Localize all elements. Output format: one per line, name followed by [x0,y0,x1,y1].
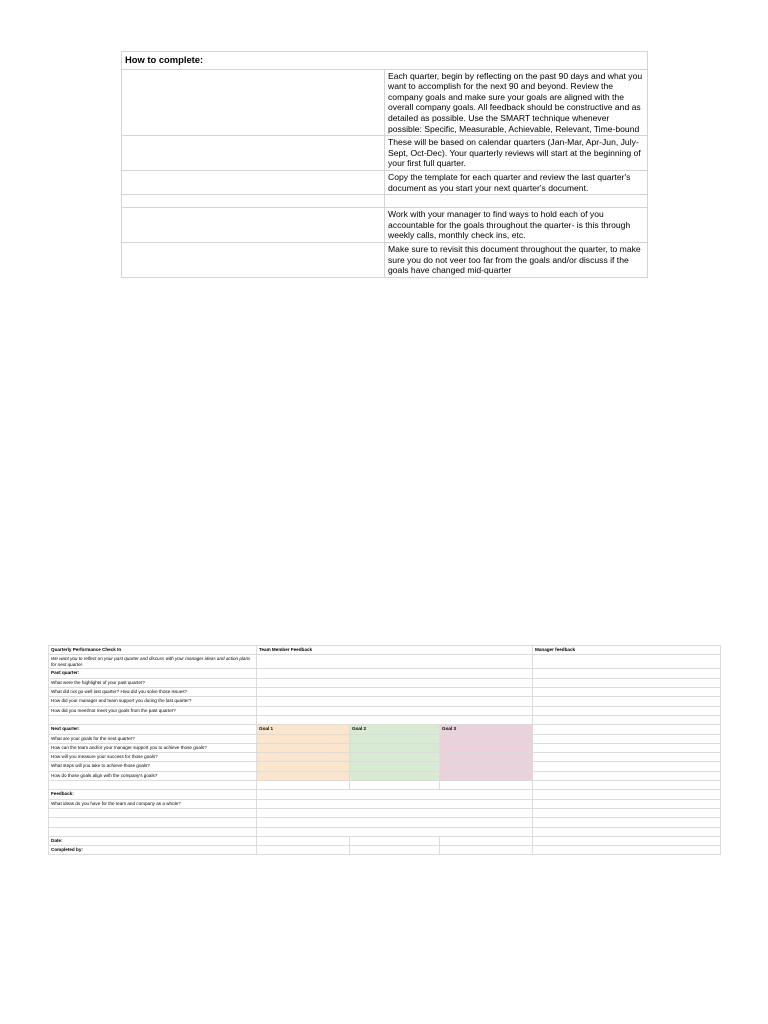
manager-feedback-cell[interactable] [533,743,721,752]
blank-cell [533,781,721,790]
question-row [49,697,721,706]
question-label: How did you meet/not meet your goals from the past quarter? [49,706,257,715]
question-label: How do those goals align with the company's goals? [49,771,257,780]
manager-feedback-cell[interactable] [533,762,721,771]
team-feedback-cell[interactable] [257,827,533,836]
blank-cell [49,808,257,817]
instruction-row [122,242,648,277]
blank-cell [49,781,257,790]
instruction-side-cell [122,195,385,208]
question-label: What did not go well last quarter? How did you solve those issues? [49,688,257,697]
question-label: What ideas do you have for the team and company as a whole? [49,799,257,808]
goal-2-cell[interactable] [350,734,440,743]
question-row [49,734,721,743]
instruction-row [122,170,648,194]
question-row [49,771,721,780]
question-label: What steps will you take to achieve those goals? [49,762,257,771]
completed-cell[interactable] [350,846,440,855]
question-row [49,762,721,771]
team-feedback-cell[interactable] [257,688,533,697]
blank-cell [350,781,440,790]
instruction-text: Make sure to revisit this document throughout the quarter, to make sure you do not veer too far from the goals and/or discuss if the goals have changed mid-quarter [385,242,648,277]
blank-row [49,715,721,724]
manager-feedback-cell[interactable] [533,706,721,715]
question-label: How did your manager and team support you during the last quarter? [49,697,257,706]
next-quarter-row [49,725,721,734]
question-row [49,688,721,697]
question-row [49,743,721,752]
team-feedback-cell[interactable] [257,818,533,827]
goal-1-cell[interactable] [257,753,350,762]
blank-cell [257,781,350,790]
sheet-title: Quarterly Performance Check In [49,646,257,655]
manager-feedback-cell[interactable] [533,771,721,780]
instruction-side-cell [122,242,385,277]
check-in-sheet [48,645,721,855]
completed-cell[interactable] [257,846,350,855]
question-row [49,799,721,808]
manager-feedback-cell[interactable] [533,808,721,817]
goal-3-header: Goal 3 [440,725,533,734]
manager-feedback-header: Manager feedback [533,646,721,655]
instruction-text: Each quarter, begin by reflecting on the past 90 days and what you want to accomplish for the next 90 and beyond. Review the company goals and make sure your goals are aligned with the overall company goals. All feedback should be constructive and as detailed as possible. Use the SMART technique whenever possible: Specific, Measurable, Achievable, Relevant, Time-bound [385,69,648,136]
question-row [49,753,721,762]
blank-row [49,818,721,827]
question-row [49,706,721,715]
blank-cell [257,715,533,724]
goal-2-cell[interactable] [350,743,440,752]
blank-cell [49,827,257,836]
date-row [49,836,721,845]
feedback-row [49,790,721,799]
past-quarter-label: Past quarter: [49,669,257,678]
instructions-table [121,51,648,278]
manager-feedback-cell[interactable] [533,753,721,762]
date-label: Date: [49,836,257,845]
completed-cell[interactable] [440,846,533,855]
question-label: What are your goals for the next quarter? [49,734,257,743]
instruction-side-cell [122,170,385,194]
instruction-row [122,195,648,208]
team-feedback-header: Team Member Feedback [257,646,533,655]
goal-3-cell[interactable] [440,734,533,743]
question-label: How will you measure your success for those goals? [49,753,257,762]
blank-cell [49,818,257,827]
instruction-side-cell [122,208,385,243]
instruction-text: These will be based on calendar quarters (Jan-Mar, Apr-Jun, July-Sept, Oct-Dec). Your quarterly reviews will start at the beginning of your first full quarter. [385,136,648,171]
manager-feedback-cell[interactable] [533,669,721,678]
manager-feedback-cell[interactable] [533,697,721,706]
manager-feedback-cell[interactable] [533,827,721,836]
manager-feedback-cell[interactable] [533,678,721,687]
goal-1-cell[interactable] [257,762,350,771]
team-feedback-cell[interactable] [257,808,533,817]
instruction-text: Work with your manager to find ways to hold each of you accountable for the goals throughout the quarter- is this through weekly calls, monthly check ins, etc. [385,208,648,243]
goal-2-cell[interactable] [350,753,440,762]
goal-3-cell[interactable] [440,743,533,752]
date-cell[interactable] [257,836,350,845]
blank-row [49,808,721,817]
goal-1-cell[interactable] [257,743,350,752]
manager-feedback-cell[interactable] [533,790,721,799]
blank-cell [533,715,721,724]
team-feedback-cell[interactable] [257,655,533,669]
manager-feedback-cell[interactable] [533,818,721,827]
instructions-title: How to complete: [122,52,648,70]
instruction-text: Copy the template for each quarter and review the last quarter's document as you start your next quarter's document. [385,170,648,194]
instruction-side-cell [122,69,385,136]
blank-cell [440,781,533,790]
blank-cell [49,715,257,724]
goal-3-cell[interactable] [440,771,533,780]
team-feedback-cell[interactable] [257,799,533,808]
instruction-text [385,195,648,208]
completed-row [49,846,721,855]
completed-label: Completed by: [49,846,257,855]
manager-feedback-cell[interactable] [533,688,721,697]
question-row [49,678,721,687]
goal-3-cell[interactable] [440,762,533,771]
completed-cell[interactable] [533,846,721,855]
sheet-intro-row [49,655,721,669]
date-cell[interactable] [533,836,721,845]
sheet-intro: We want you to reflect on your past quarter and discuss with your manager ideas and action plans for next quarter. [49,655,257,669]
instruction-row [122,136,648,171]
next-quarter-label: Next quarter: [49,725,257,734]
past-quarter-row [49,669,721,678]
goal-2-header: Goal 2 [350,725,440,734]
manager-feedback-cell[interactable] [533,799,721,808]
manager-feedback-cell[interactable] [533,655,721,669]
question-label: How can the team and/or your manager support you to achieve those goals? [49,743,257,752]
instruction-row [122,69,648,136]
sheet-header-row [49,646,721,655]
question-label: What were the highlights of your past quarter? [49,678,257,687]
date-cell[interactable] [440,836,533,845]
blank-row [49,781,721,790]
goal-3-cell[interactable] [440,753,533,762]
team-feedback-cell[interactable] [257,697,533,706]
manager-feedback-cell[interactable] [533,725,721,734]
instruction-row [122,208,648,243]
instruction-side-cell [122,136,385,171]
team-feedback-cell[interactable] [257,669,533,678]
manager-feedback-cell[interactable] [533,734,721,743]
goal-1-cell[interactable] [257,771,350,780]
team-feedback-cell[interactable] [257,790,533,799]
feedback-label: Feedback: [49,790,257,799]
goal-1-cell[interactable] [257,734,350,743]
goal-1-header: Goal 1 [257,725,350,734]
instructions-header-row [122,52,648,70]
goal-2-cell[interactable] [350,771,440,780]
goal-2-cell[interactable] [350,762,440,771]
team-feedback-cell[interactable] [257,678,533,687]
team-feedback-cell[interactable] [257,706,533,715]
blank-row [49,827,721,836]
date-cell[interactable] [350,836,440,845]
